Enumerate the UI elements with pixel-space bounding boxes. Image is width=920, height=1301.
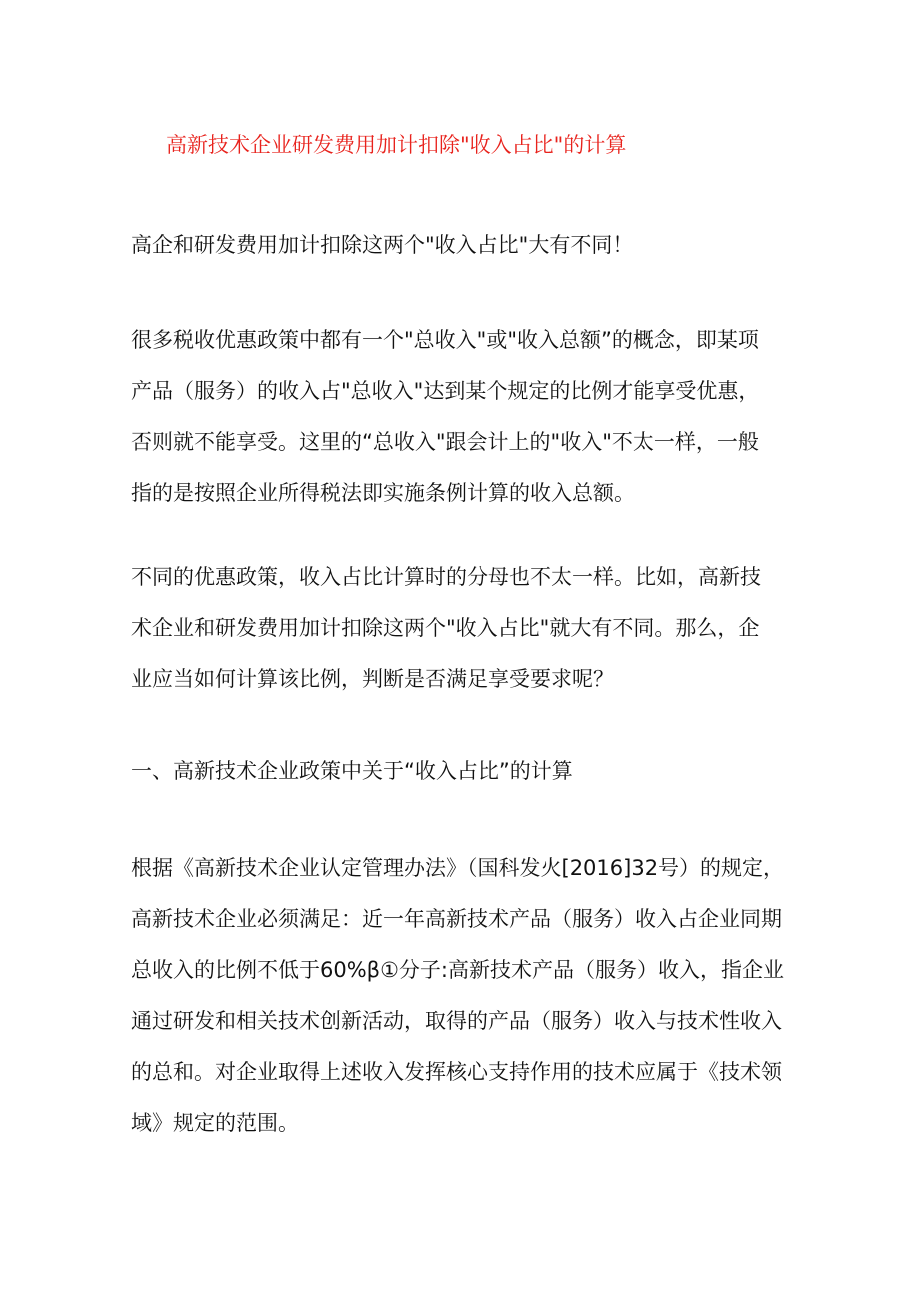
heading-line: 一、高新技术企业政策中关于“收入占比”的计算 [131, 759, 573, 783]
paragraph-line: 否则就不能享受。这里的“总收入"跟会计上的"收入"不太一样，一般 [131, 430, 759, 454]
paragraph-line: 域》规定的范围。 [131, 1111, 299, 1135]
intro-paragraph [131, 220, 811, 271]
paragraph-line: 的总和。对企业取得上述收入发挥核心支持作用的技术应属于《技术领 [131, 1060, 782, 1084]
paragraph-hnte-regulation [131, 843, 811, 1149]
paragraph-line: 术企业和研发费用加计扣除这两个"收入占比"就大有不同。那么，企 [131, 616, 760, 640]
paragraph-line: 不同的优惠政策，收入占比计算时的分母也不太一样。比如，高新技 [131, 565, 761, 589]
paragraph-line: 高新技术企业必须满足：近一年高新技术产品（服务）收入占企业同期 [131, 907, 782, 931]
paragraph-line: 通过研发和相关技术创新活动，取得的产品（服务）收入与技术性收入 [131, 1009, 782, 1033]
intro-line: 高企和研发费用加计扣除这两个"收入占比"大有不同！ [131, 233, 634, 257]
paragraph-line: 很多税收优惠政策中都有一个"总收入"或"收入总额”的概念，即某项 [131, 328, 759, 352]
paragraph-line: 产品（服务）的收入占"总收入"达到某个规定的比例才能享受优惠， [131, 379, 760, 403]
paragraph-total-income-concept [131, 315, 811, 519]
paragraph-line: 业应当如何计算该比例，判断是否满足享受要求呢？ [131, 667, 614, 691]
paragraph-line: 指的是按照企业所得税法即实施条例计算的收入总额。 [131, 481, 635, 505]
paragraph-denominator-difference [131, 552, 811, 705]
document-title: 高新技术企业研发费用加计扣除"收入占比"的计算 [166, 133, 627, 157]
paragraph-line: 总收入的比例不低于60%β①分子:高新技术产品（服务）收入，指企业 [131, 958, 784, 982]
section-heading-1 [131, 746, 811, 797]
paragraph-line: 根据《高新技术企业认定管理办法》（国科发火[2016]32号）的规定， [131, 856, 785, 880]
